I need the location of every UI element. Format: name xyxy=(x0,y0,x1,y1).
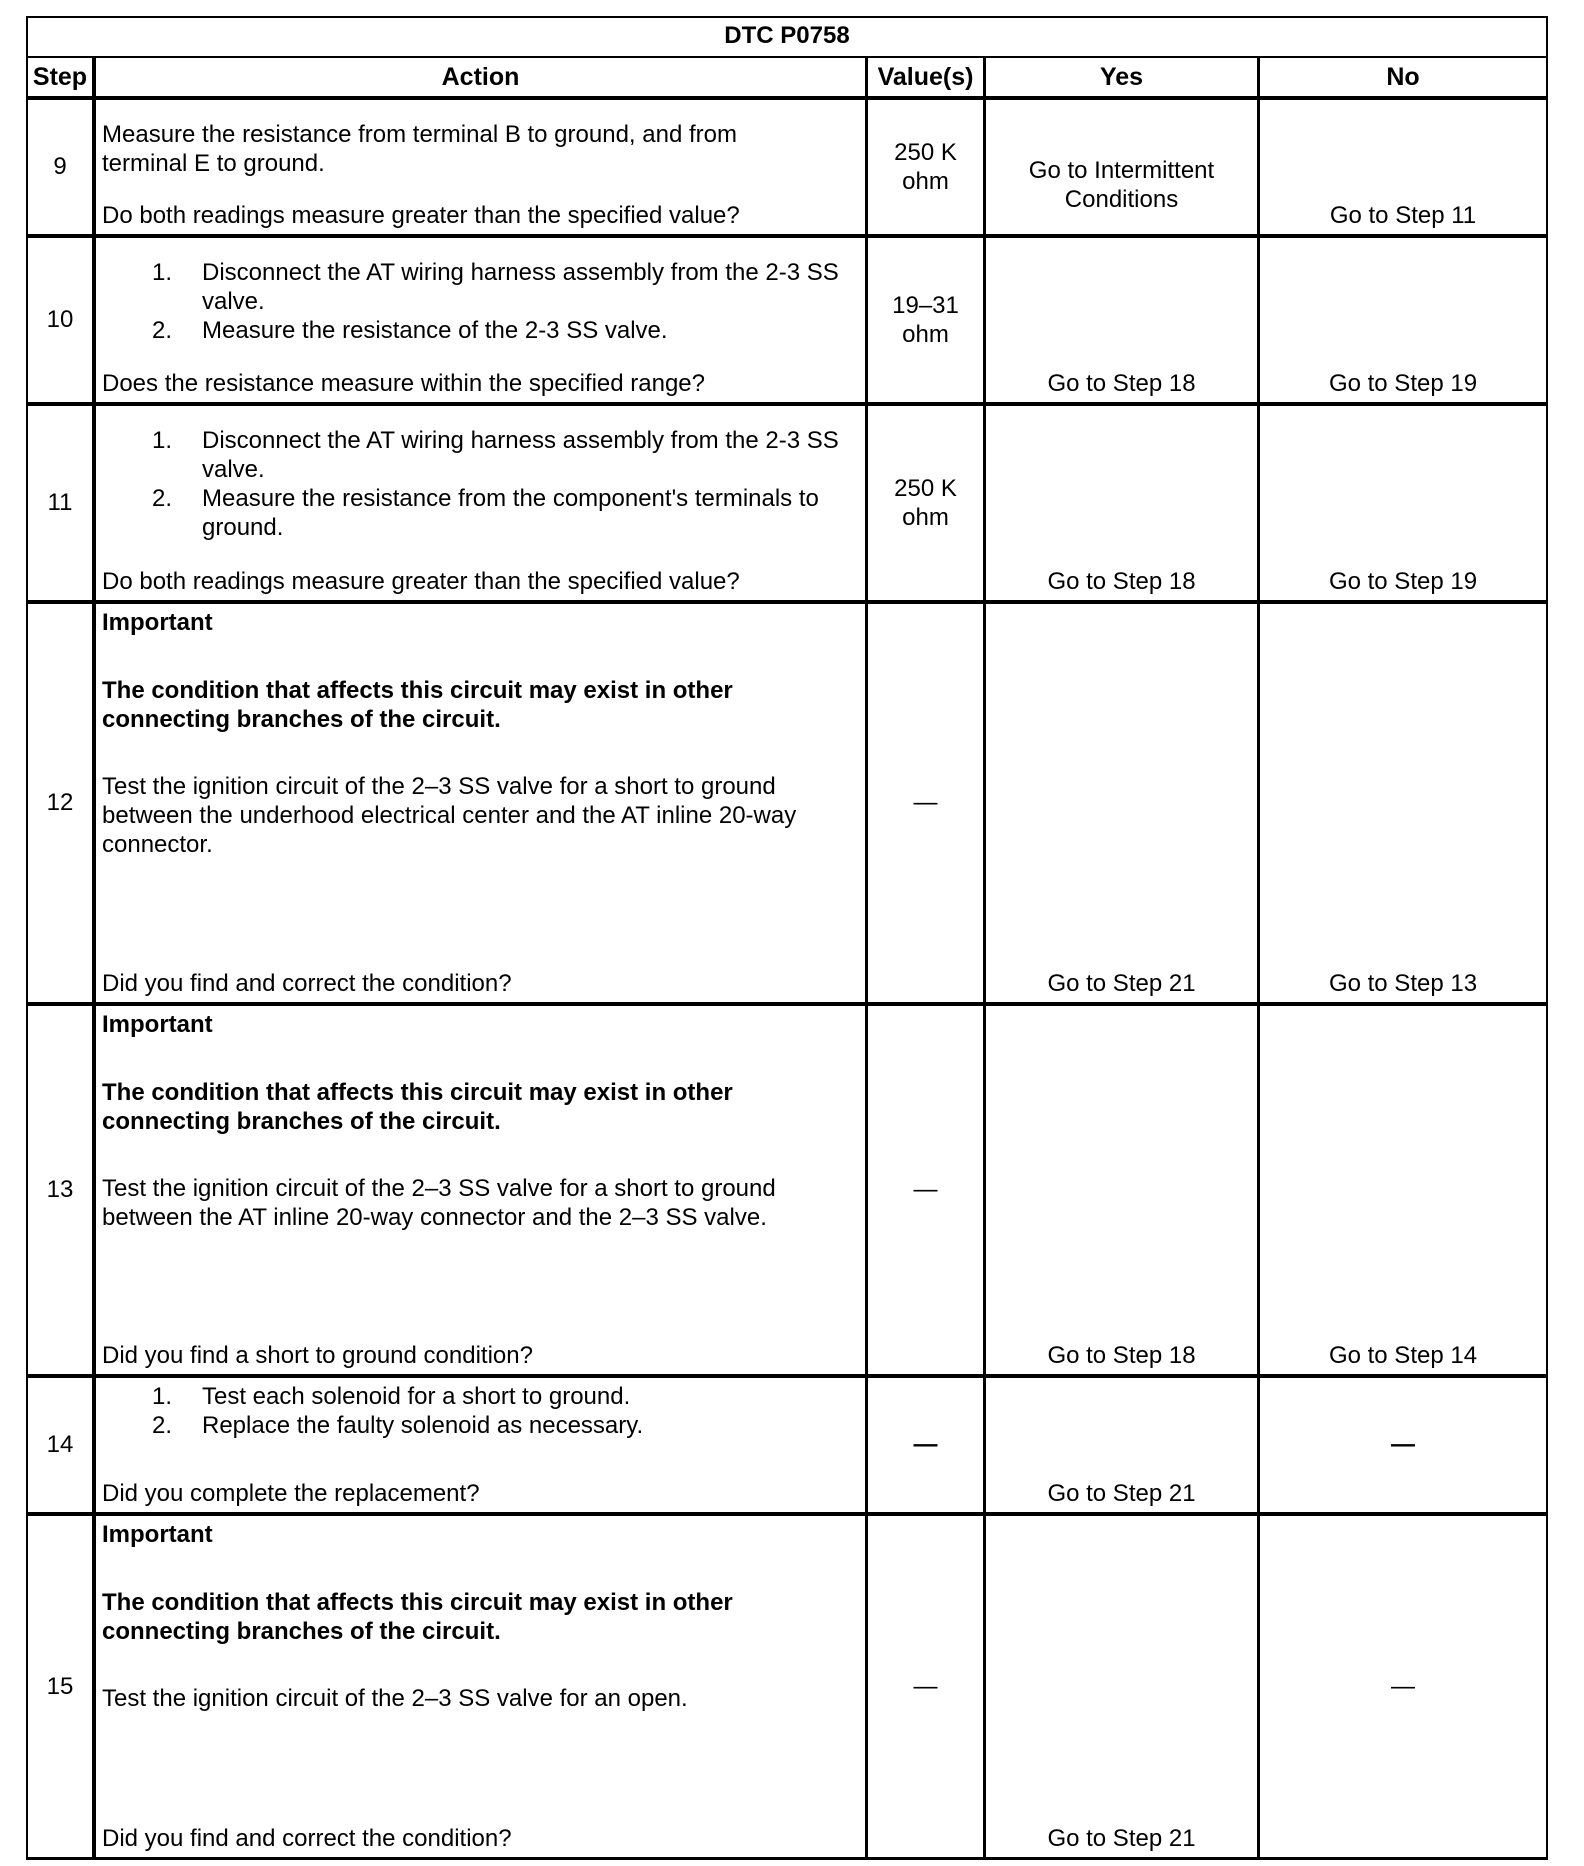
no-cell: Go to Step 14 xyxy=(1328,1342,1478,1369)
value-cell: — xyxy=(913,1176,938,1203)
action-cell xyxy=(96,1516,865,1857)
value-cell: — xyxy=(913,1431,938,1458)
action-cell xyxy=(96,406,865,600)
yes-cell: Go to Step 21 xyxy=(1047,1825,1196,1852)
action-text: Test the ignition circuit of the 2–3 SS valve for a short to ground between the underhood electrical center and the AT inline 20-way connector. xyxy=(102,773,797,858)
list-item: 2. Replace the faulty solenoid as necessary. xyxy=(152,1412,644,1439)
step-number: 10 xyxy=(46,306,74,333)
question-text: Does the resistance measure within the specified range? xyxy=(102,370,705,397)
header-yes: Yes xyxy=(1099,62,1144,91)
yes-cell: Go to Step 21 xyxy=(1047,1480,1196,1507)
list-item: 2. Measure the resistance from the component's terminals to ground. xyxy=(152,485,819,541)
value-cell: 250 K ohm xyxy=(894,475,957,531)
action-text: Test the ignition circuit of the 2–3 SS valve for an open. xyxy=(102,1685,688,1712)
step-number: 11 xyxy=(47,489,73,516)
action-text: Measure the resistance from terminal B to ground, and from terminal E to ground. xyxy=(102,121,737,177)
list-item: 2. Measure the resistance of the 2-3 SS valve. xyxy=(152,317,668,344)
value-cell: — xyxy=(913,789,938,816)
action-cell xyxy=(96,238,865,402)
yes-cell: Go to Step 18 xyxy=(1047,568,1196,595)
no-cell: Go to Step 13 xyxy=(1328,970,1478,997)
step-number: 9 xyxy=(53,153,67,180)
question-text: Did you find and correct the condition? xyxy=(102,970,512,997)
yes-cell: Go to Step 21 xyxy=(1047,970,1196,997)
header-step: Step xyxy=(32,62,88,91)
important-label: Important xyxy=(102,609,213,636)
question-text: Do both readings measure greater than the specified value? xyxy=(102,568,740,595)
yes-cell: Go to Step 18 xyxy=(1047,1342,1196,1369)
yes-cell: Go to Step 18 xyxy=(1047,370,1196,397)
header-no: No xyxy=(1386,62,1420,91)
question-text: Did you complete the replacement? xyxy=(102,1480,480,1507)
important-label: Important xyxy=(102,1011,213,1038)
list-item: 1. Disconnect the AT wiring harness assembly from the 2-3 SS valve. xyxy=(152,427,839,483)
no-cell: Go to Step 19 xyxy=(1328,370,1478,397)
step-number: 13 xyxy=(46,1176,74,1203)
yes-cell: Go to Intermittent Conditions xyxy=(1028,157,1215,213)
question-text: Did you find and correct the condition? xyxy=(102,1825,512,1852)
important-note: The condition that affects this circuit may exist in other connecting branches of the circuit. xyxy=(102,677,733,733)
header-action: Action xyxy=(441,62,520,91)
question-text: Did you find a short to ground condition? xyxy=(102,1342,533,1369)
list-item: 1. Test each solenoid for a short to ground. xyxy=(152,1383,631,1410)
step-number: 14 xyxy=(46,1431,74,1458)
value-cell: 250 K ohm xyxy=(894,139,957,195)
action-cell xyxy=(96,604,865,1002)
header-values: Value(s) xyxy=(877,62,974,91)
question-text: Do both readings measure greater than the specified value? xyxy=(102,202,740,229)
value-cell: — xyxy=(913,1672,938,1700)
no-cell: — xyxy=(1391,1431,1415,1458)
action-steps xyxy=(102,426,859,542)
step-number: 12 xyxy=(46,789,74,816)
diagnostic-table xyxy=(26,16,1548,1859)
important-label: Important xyxy=(102,1521,213,1548)
action-steps xyxy=(102,258,859,345)
action-cell xyxy=(96,1006,865,1374)
step-number: 15 xyxy=(46,1672,74,1700)
no-cell: — xyxy=(1391,1672,1415,1700)
value-cell: 19–31 ohm xyxy=(892,292,959,348)
list-item: 1. Disconnect the AT wiring harness assembly from the 2-3 SS valve. xyxy=(152,259,839,315)
table-title: DTC P0758 xyxy=(724,22,850,49)
action-steps xyxy=(102,1382,859,1440)
action-cell xyxy=(96,100,865,234)
important-note: The condition that affects this circuit may exist in other connecting branches of the circuit. xyxy=(102,1589,733,1645)
no-cell: Go to Step 11 xyxy=(1329,202,1477,229)
no-cell: Go to Step 19 xyxy=(1328,568,1478,595)
action-text: Test the ignition circuit of the 2–3 SS valve for a short to ground between the AT inline 20-way connector and the 2–3 SS valve. xyxy=(102,1175,776,1231)
important-note: The condition that affects this circuit may exist in other connecting branches of the circuit. xyxy=(102,1079,733,1135)
action-cell xyxy=(96,1378,865,1512)
